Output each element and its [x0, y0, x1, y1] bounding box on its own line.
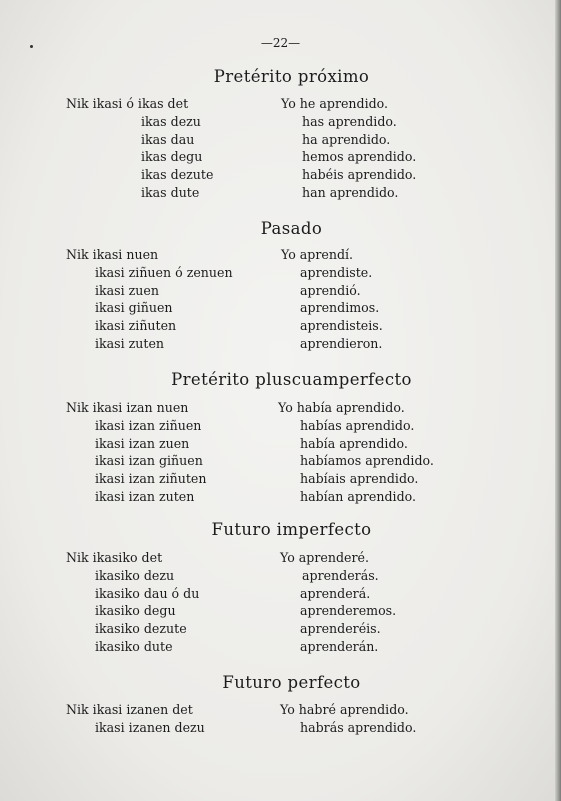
spanish-form: aprenderás. [302, 567, 379, 583]
basque-form: ikasi zuten [95, 335, 165, 351]
spanish-form: has aprendido. [302, 113, 397, 129]
conjugation-row [0, 452, 561, 470]
section-heading: Pretérito próximo [213, 67, 370, 86]
conjugation-row [0, 638, 561, 656]
spanish-form: habías aprendido. [300, 417, 415, 433]
section-futuro-perfecto [0, 670, 561, 737]
spanish-form: aprenderemos. [300, 603, 397, 619]
section-futuro-imperfecto [0, 517, 561, 656]
basque-form: ikasi zuen [95, 282, 159, 298]
page-number: —22— [260, 36, 301, 50]
basque-form: ikas dute [141, 184, 200, 200]
basque-form: Nik ikasi izan nuen [66, 400, 189, 415]
conjugation-row [0, 317, 561, 335]
conjugation-row [0, 435, 561, 453]
basque-form: ikasiko dute [95, 638, 173, 654]
conjugation-row [0, 602, 561, 620]
spanish-form: había aprendido. [300, 435, 408, 451]
spanish-form: aprenderéis. [300, 621, 381, 637]
spanish-form: han aprendido. [302, 184, 399, 200]
conjugation-row [0, 335, 561, 353]
basque-form: ikasi izanen dezu [95, 719, 205, 735]
spanish-form: habrás aprendido. [300, 719, 417, 735]
conjugation-row [0, 470, 561, 488]
basque-form: Nik ikasi izanen det [66, 702, 193, 717]
spanish-form: aprenderán. [300, 638, 379, 654]
basque-form: Nik ikasi ó ikas det [66, 96, 189, 111]
conjugation-row [0, 719, 561, 737]
conjugation-row [0, 95, 561, 113]
basque-form: ikasi izan ziñuen [95, 417, 202, 433]
spanish-form: aprendiste. [300, 264, 373, 280]
conjugation-row [0, 549, 561, 567]
conjugation-row [0, 701, 561, 719]
basque-form: ikasi ziñuen ó zenuen [95, 264, 233, 280]
section-preterito-proximo [0, 64, 561, 202]
spanish-form: aprendió. [300, 282, 361, 298]
conjugation-row [0, 417, 561, 435]
basque-form: ikas dau [141, 131, 195, 147]
basque-form: ikas degu [141, 149, 203, 165]
spanish-form: habéis aprendido. [302, 167, 417, 183]
basque-form: Nik ikasiko det [66, 550, 163, 565]
basque-form: ikasi izan ziñuten [95, 471, 207, 487]
conjugation-row [0, 585, 561, 603]
section-preterito-pluscuamperfecto [0, 367, 561, 506]
conjugation-row [0, 399, 561, 417]
spanish-form: aprendisteis. [300, 318, 383, 334]
spanish-form: Yo aprenderé. [280, 550, 369, 565]
conjugation-row [0, 264, 561, 282]
basque-form: ikasi izan giñuen [95, 453, 203, 469]
conjugation-row [0, 246, 561, 264]
spanish-form: aprendimos. [300, 300, 380, 316]
basque-form: ikasiko dau ó du [95, 585, 200, 601]
basque-form: Nik ikasi nuen [66, 247, 159, 262]
conjugation-row [0, 282, 561, 300]
conjugation-row [0, 567, 561, 585]
basque-form: ikasiko dezu [95, 567, 175, 583]
section-heading: Futuro imperfecto [211, 520, 372, 539]
basque-form: ikas dezu [141, 113, 201, 129]
section-heading: Pasado [260, 219, 323, 238]
basque-form: ikasiko degu [95, 603, 176, 619]
basque-form: ikasiko dezute [95, 621, 187, 637]
spanish-form: Yo había aprendido. [278, 400, 405, 415]
spanish-form: aprendieron. [300, 335, 383, 351]
spanish-form: habían aprendido. [300, 488, 417, 504]
conjugation-row [0, 620, 561, 638]
conjugation-row [0, 131, 561, 149]
section-heading: Pretérito pluscuamperfecto [171, 370, 412, 389]
spanish-form: habíamos aprendido. [300, 453, 434, 469]
basque-form: ikasi giñuen [95, 300, 173, 316]
conjugation-row [0, 299, 561, 317]
conjugation-row [0, 488, 561, 506]
basque-form: ikasi izan zuen [95, 435, 190, 451]
basque-form: ikasi ziñuten [95, 318, 177, 334]
conjugation-row [0, 184, 561, 202]
spanish-form: Yo aprendí. [281, 247, 354, 262]
spanish-form: Yo he aprendido. [281, 96, 389, 111]
conjugation-row [0, 166, 561, 184]
spanish-form: aprenderá. [300, 585, 371, 601]
conjugation-row [0, 148, 561, 166]
conjugation-row [0, 113, 561, 131]
basque-form: ikas dezute [141, 167, 214, 183]
spanish-form: habíais aprendido. [300, 471, 419, 487]
spanish-form: Yo habré aprendido. [280, 702, 409, 717]
basque-form: ikasi izan zuten [95, 488, 195, 504]
section-pasado [0, 216, 561, 353]
section-heading: Futuro perfecto [222, 673, 361, 692]
spanish-form: ha aprendido. [302, 131, 391, 147]
spanish-form: hemos aprendido. [302, 149, 417, 165]
